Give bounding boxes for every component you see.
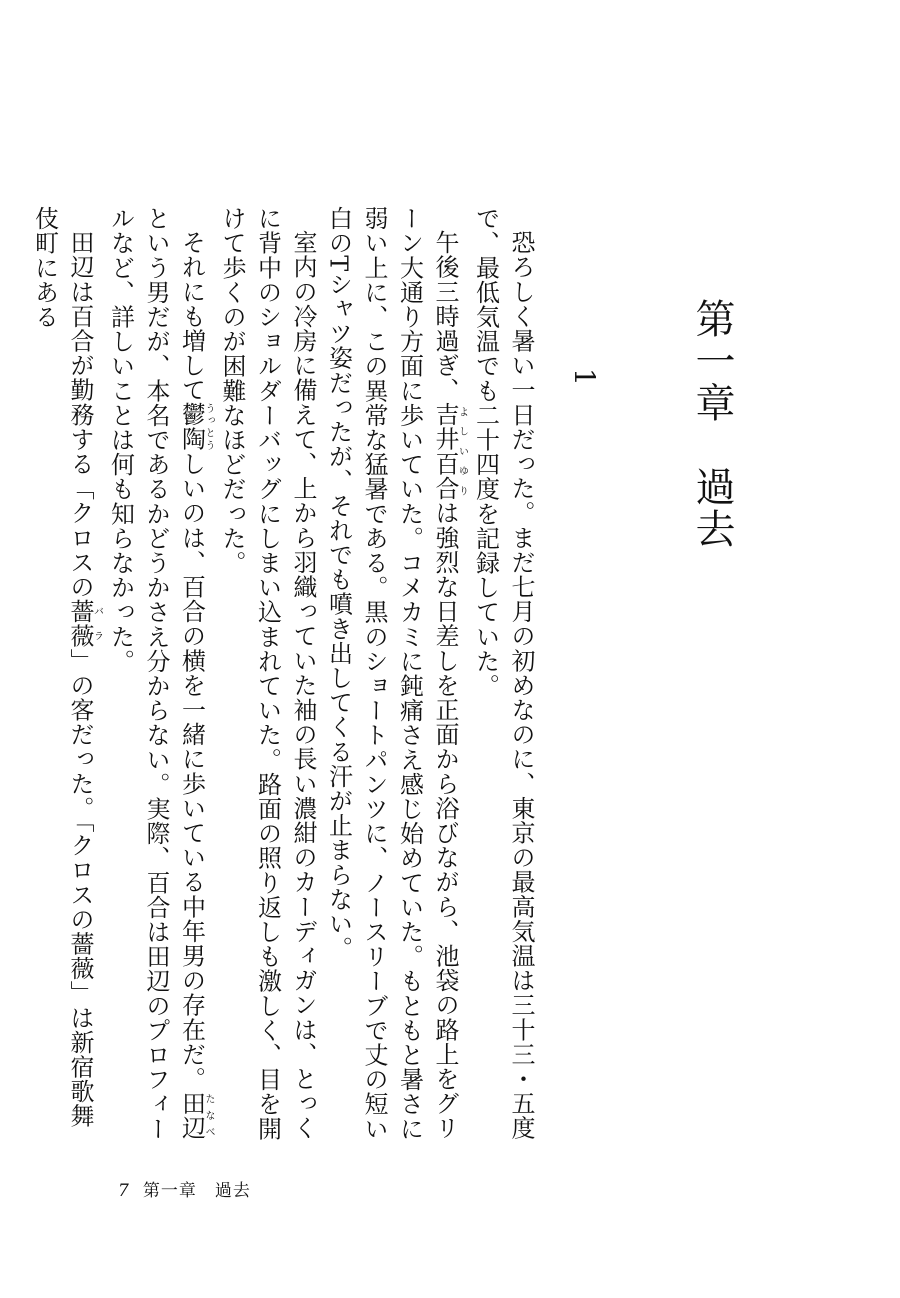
paragraph-2-part-a: 午後三時過ぎ、: [431, 230, 459, 403]
body-text: [30, 206, 538, 1146]
chapter-title: 第一章 過去: [689, 298, 735, 550]
paragraph-3: 室内の冷房に備えて、上から羽織っていた袖の長い濃紺のカーディガンは、とっくに背中のショルダーバッグにしまい込まれていた。路面の照り返しも激しく、目を開けて歩くのが困難なほどだった。: [218, 206, 317, 1141]
paragraph-5: [26, 206, 102, 1146]
paragraph-4: [102, 206, 214, 1146]
ruby-name-tanabe: 田辺たなべ: [177, 1091, 214, 1141]
paragraph-2-part-b: は強烈な日差しを正面から浴びながら、池袋の路上をグリーン大通り方面に歩いていた。コメカミに鈍痛さえ感じ始めていた。もともと暑さに弱い上に、この異常な猛暑である。黒のショートパンツに、ノースリーブで丈の短い白のTシャツ姿だったが、それでも噴き出してくる汗が止まらない。: [324, 206, 459, 1141]
page-number: 7: [118, 1181, 129, 1201]
paragraph-4-part-c: という男だが、本名であるかどうかさえ分からない。実際、百合は田辺のプロフィールなど、詳しいことは何も知らなかった。: [106, 206, 170, 1141]
paragraph-1: 恐ろしく暑い一日だった。まだ七月の初めなのに、東京の最高気温は三十三・五度で、最低気温でも二十四度を記録していた。: [471, 206, 535, 1141]
page-footer: [118, 1183, 251, 1200]
ruby-word-bara: 薔薇バラ: [66, 599, 103, 649]
running-title: 第一章 過去: [142, 1181, 251, 1201]
paragraph-2: [320, 206, 467, 1146]
paragraph-5-part-b: 」の客だった。「クロスの薔薇」は新宿歌舞伎町にある: [30, 206, 94, 1129]
ruby-word-uttou: 鬱陶うっとう: [177, 402, 214, 452]
ruby-name-yoshii-yuri: 吉井百合よしいゆり: [431, 402, 468, 501]
paragraph-4-part-a: それにも増して: [177, 230, 206, 403]
paragraph-4-part-b: しいのは、百合の横を一緒に歩いている中年男の存在だ。: [177, 451, 206, 1092]
section-number: 1: [568, 368, 601, 386]
paragraph-5-part-a: 田辺は百合が勤務する「クロスの: [66, 230, 94, 599]
